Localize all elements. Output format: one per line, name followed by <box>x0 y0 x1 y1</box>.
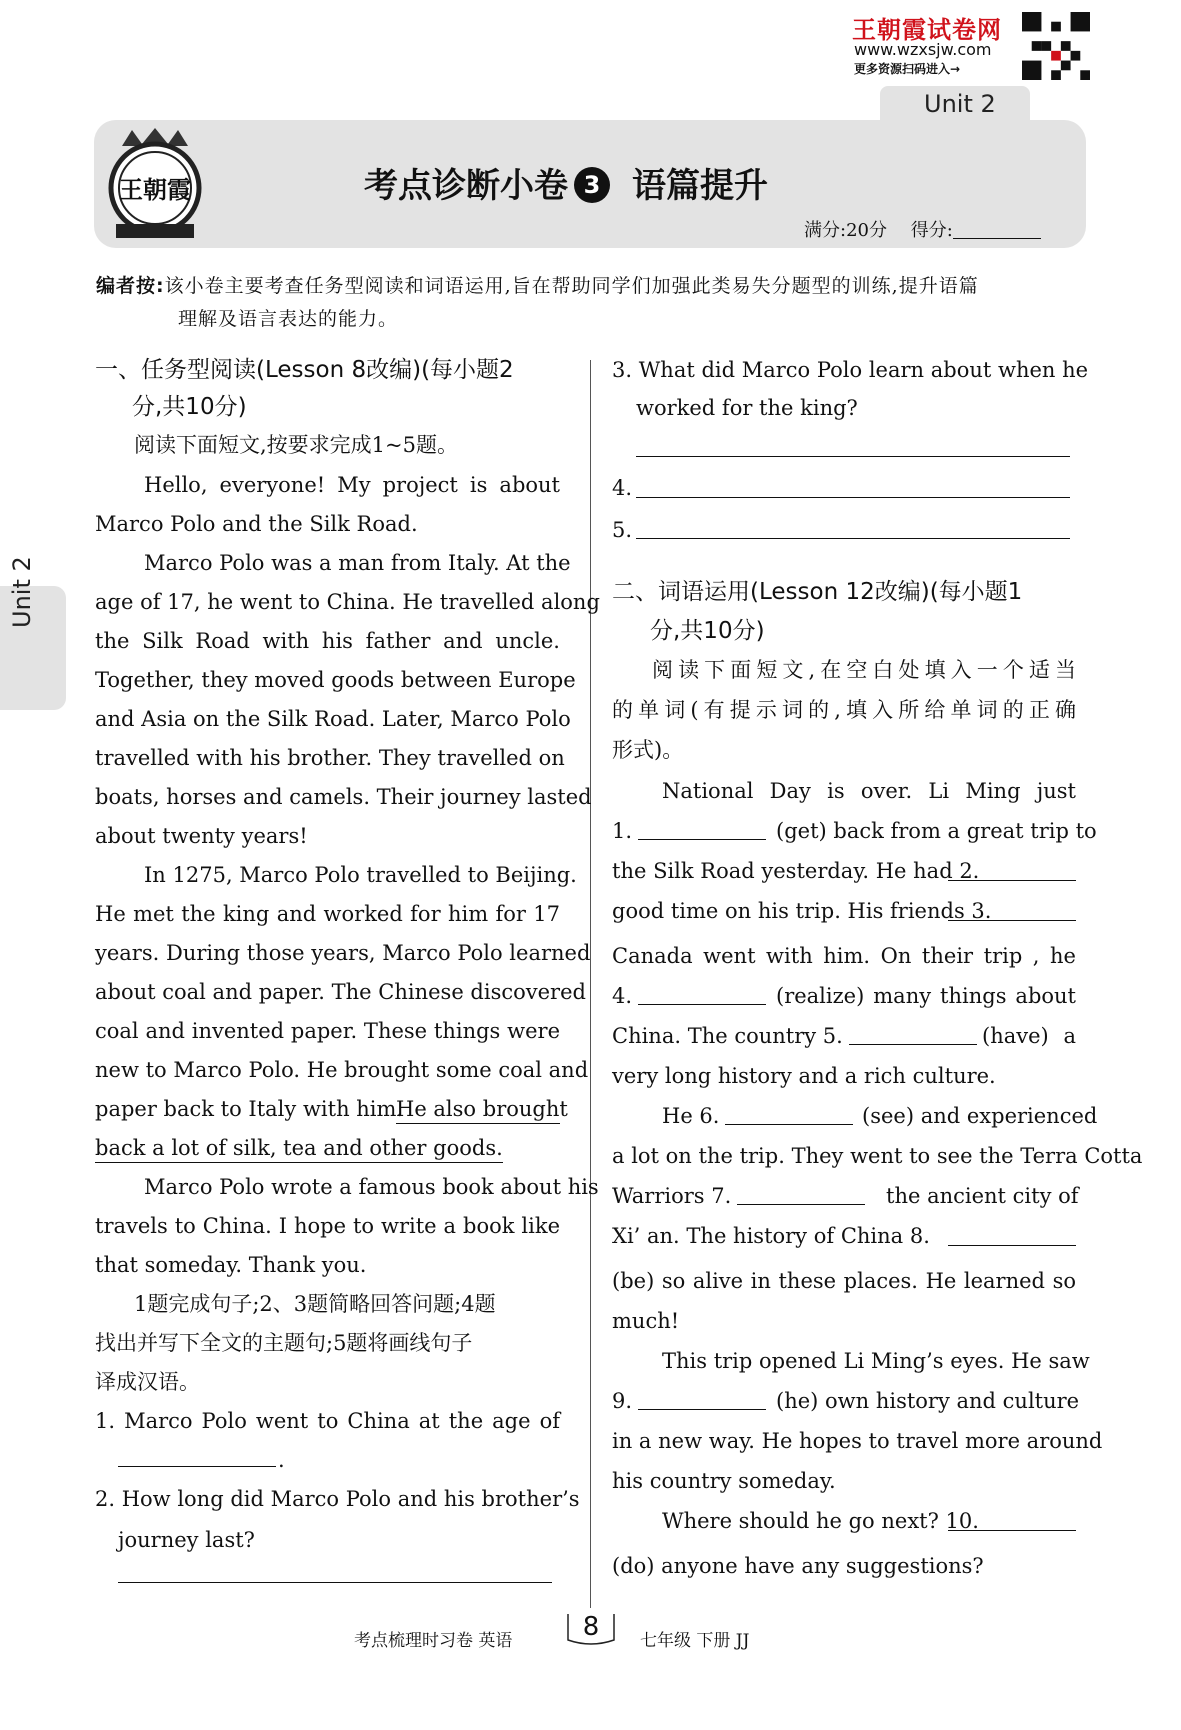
brand-tip: 更多资源扫码进入→ <box>854 62 961 76</box>
cloze-line: Where should he go next? 10. <box>662 1509 979 1533</box>
passage-line: travels to China. I hope to write a book like <box>95 1214 560 1238</box>
cloze-line: Xi’ an. The history of China 8. <box>612 1224 930 1248</box>
editor-note-line2: 理解及语言表达的能力。 <box>178 308 399 330</box>
full-score: 满分:20分 <box>804 220 887 241</box>
task-instruction-line: 译成汉语。 <box>95 1370 200 1394</box>
cloze-line <box>612 1022 983 1050</box>
cloze-blank-4[interactable] <box>638 1004 766 1005</box>
score-label: 得分: <box>910 220 953 241</box>
cloze-line <box>612 817 772 845</box>
cloze-number: 9. <box>612 1389 633 1413</box>
editor-note-line1: 该小卷主要考查任务型阅读和词语运用,旨在帮助同学们加强此类易失分题型的训练,提升语篇 <box>164 275 979 297</box>
svg-text:王朝霞: 王朝霞 <box>119 175 191 204</box>
cloze-blank-2[interactable] <box>948 880 1076 881</box>
cloze-line: a lot on the trip. They went to see the Terra Cotta <box>612 1144 1143 1168</box>
cloze-line: (he) own history and culture <box>776 1389 1080 1413</box>
section1-heading-line1: 一、任务型阅读(Lesson 8改编)(每小题2 <box>95 357 514 383</box>
question-2-line2: journey last? <box>118 1528 255 1552</box>
question-4: 4. <box>612 476 633 500</box>
answer-blank-1[interactable] <box>118 1466 276 1467</box>
section1-instruction: 阅读下面短文,按要求完成1~5题。 <box>134 433 458 457</box>
score-blank[interactable] <box>953 238 1041 239</box>
passage-line: Marco Polo and the Silk Road. <box>95 512 418 536</box>
cloze-blank-3[interactable] <box>948 920 1076 921</box>
cloze-text: China. The country 5. <box>612 1024 843 1048</box>
cloze-line: good time on his trip. His friends 3. <box>612 899 992 923</box>
score-line <box>804 216 1041 242</box>
section2-heading-line2: 分,共10分) <box>650 618 765 644</box>
question-5: 5. <box>612 518 633 542</box>
cloze-blank-9[interactable] <box>638 1409 766 1410</box>
answer-blank-5[interactable] <box>636 538 1070 539</box>
footer-right: 七年级 下册 JJ <box>640 1631 750 1651</box>
cloze-number: 4. <box>612 984 633 1008</box>
brand-url[interactable]: www.wzxsjw.com <box>854 40 992 59</box>
column-divider <box>590 360 591 1608</box>
cloze-line: (get) back from a great trip to <box>776 819 1097 843</box>
cloze-blank-5[interactable] <box>849 1044 977 1045</box>
cloze-line: This trip opened Li Ming’s eyes. He saw <box>662 1349 1090 1373</box>
passage-line: Marco Polo wrote a famous book about his <box>144 1175 599 1199</box>
cloze-blank-1[interactable] <box>638 839 766 840</box>
cloze-line: the ancient city of <box>886 1184 1079 1208</box>
editor-note <box>96 270 1086 336</box>
page-number: 8 <box>582 1612 600 1642</box>
qr-code-icon[interactable] <box>1022 12 1090 80</box>
title-suffix: 语篇提升 <box>632 166 768 206</box>
passage-line: He met the king and worked for him for 17 <box>95 902 560 926</box>
passage-line: paper back to Italy with him. <box>95 1097 404 1121</box>
task-instruction-line: 找出并写下全文的主题句;5题将画线句子 <box>95 1331 473 1355</box>
cloze-text: Warriors 7. <box>612 1184 732 1208</box>
footer-left: 考点梳理时习卷 英语 <box>354 1631 513 1651</box>
cloze-line: his country someday. <box>612 1469 836 1493</box>
cloze-text: He 6. <box>662 1104 720 1128</box>
passage-line: travelled with his brother. They travelled on <box>95 746 565 770</box>
section2-instruction: 的单词(有提示词的,填入所给单词的正确 <box>612 698 1076 722</box>
passage-line: about coal and paper. The Chinese discovered <box>95 980 586 1004</box>
brand-title: 王朝霞试卷网 <box>852 16 1002 44</box>
section1-heading-line2: 分,共10分) <box>132 394 247 420</box>
passage-line: about twenty years! <box>95 824 308 848</box>
section2-instruction: 形式)。 <box>612 738 684 762</box>
cloze-line: much! <box>612 1309 680 1333</box>
passage-line: Hello, everyone! My project is about <box>144 473 560 497</box>
editor-note-label: 编者按: <box>96 275 165 297</box>
cloze-line: (see) and experienced <box>862 1104 1098 1128</box>
page-title <box>364 158 768 207</box>
question-3-line2: worked for the king? <box>636 396 858 420</box>
cloze-line: in a new way. He hopes to travel more around <box>612 1429 1103 1453</box>
answer-blank-4[interactable] <box>636 497 1070 498</box>
cloze-line <box>612 982 772 1010</box>
passage-line: years. During those years, Marco Polo learned <box>95 941 591 965</box>
cloze-blank-7[interactable] <box>737 1204 865 1205</box>
underlined-sentence-part1: He also brought <box>396 1095 560 1124</box>
task-instruction-line: 1题完成句子;2、3题简略回答问题;4题 <box>134 1292 496 1316</box>
cloze-line: (be) so alive in these places. He learned so <box>612 1269 1076 1293</box>
question-1-end: . <box>278 1448 285 1472</box>
passage-line: and Asia on the Silk Road. Later, Marco Polo <box>95 707 571 731</box>
answer-blank-2[interactable] <box>118 1582 552 1583</box>
passage-line: Together, they moved goods between Europe <box>95 668 576 692</box>
title-prefix: 考点诊断小卷 <box>364 166 568 206</box>
cloze-line <box>662 1102 859 1130</box>
passage-line: age of 17, he went to China. He travelled along <box>95 590 600 614</box>
passage-line: Marco Polo was a man from Italy. At the <box>144 551 571 575</box>
question-1: 1. Marco Polo went to China at the age of <box>95 1409 560 1433</box>
passage-line: boats, horses and camels. Their journey lasted <box>95 785 592 809</box>
passage-line: new to Marco Polo. He brought some coal and <box>95 1058 589 1082</box>
cloze-line: Canada went with him. On their trip , he <box>612 944 1076 968</box>
section2-heading-line1: 二、词语运用(Lesson 12改编)(每小题1 <box>612 579 1023 605</box>
side-unit-label: Unit 2 <box>8 556 36 628</box>
cloze-line <box>612 1387 772 1415</box>
question-2: 2. How long did Marco Polo and his brother’s <box>95 1487 580 1511</box>
cloze-blank-6[interactable] <box>725 1124 853 1125</box>
question-3: 3. What did Marco Polo learn about when he <box>612 358 1089 382</box>
unit-tab-label: Unit 2 <box>924 90 996 118</box>
title-number-badge: 3 <box>574 167 610 203</box>
cloze-blank-10[interactable] <box>948 1530 1076 1531</box>
publisher-seal-icon <box>102 126 208 244</box>
cloze-line: very long history and a rich culture. <box>612 1064 996 1088</box>
passage-line: coal and invented paper. These things were <box>95 1019 560 1043</box>
cloze-line: the Silk Road yesterday. He had 2. <box>612 859 980 883</box>
answer-blank-3[interactable] <box>636 456 1070 457</box>
passage-line: that someday. Thank you. <box>95 1253 367 1277</box>
section2-instruction: 阅读下面短文,在空白处填入一个适当 <box>652 658 1076 682</box>
underlined-sentence-part2: back a lot of silk, tea and other goods. <box>95 1134 503 1163</box>
passage-line: In 1275, Marco Polo travelled to Beijing. <box>144 863 577 887</box>
cloze-line: National Day is over. Li Ming just <box>662 779 1076 803</box>
cloze-blank-8[interactable] <box>948 1245 1076 1246</box>
cloze-number: 1. <box>612 819 633 843</box>
cloze-line: (do) anyone have any suggestions? <box>612 1554 984 1578</box>
passage-line: the Silk Road with his father and uncle. <box>95 629 560 653</box>
cloze-line: (have) a <box>982 1024 1076 1048</box>
cloze-line: (realize) many things about <box>776 984 1076 1008</box>
cloze-line <box>612 1182 871 1210</box>
